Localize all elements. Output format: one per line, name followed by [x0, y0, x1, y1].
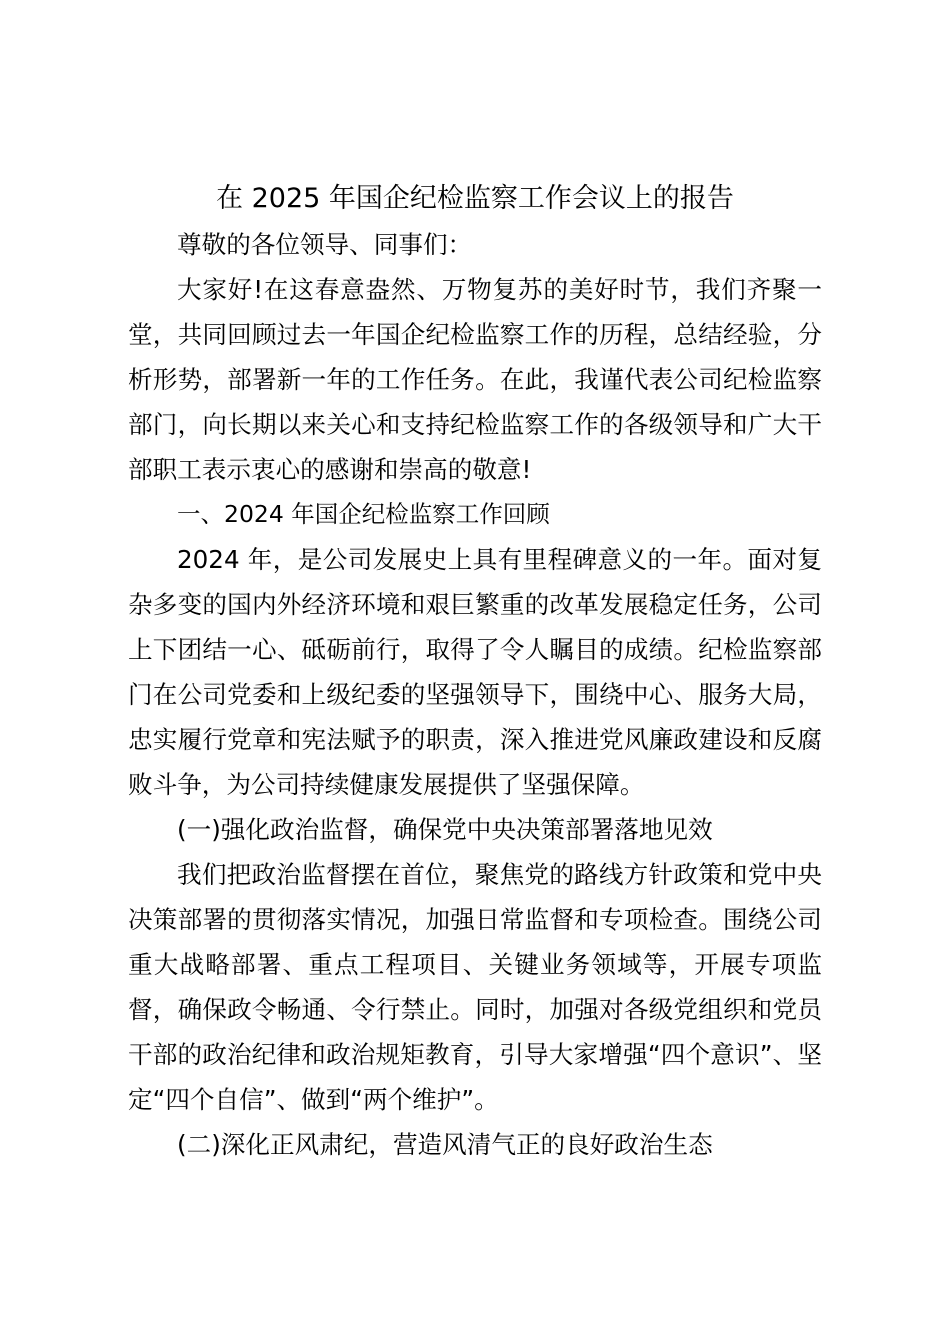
review-paragraph: 2024 年，是公司发展史上具有里程碑意义的一年。面对复杂多变的国内外经济环境和艰巨繁重的改革发展稳定任务，公司上下团结一心、砥砺前行，取得了令人瞩目的成绩。纪检监察部门在公司党委和上级纪委的坚强领导下，围绕中心、服务大局，忠实履行党章和宪法赋予的职责，深入推进党风廉政建设和反腐败斗争，为公司持续健康发展提供了坚强保障。 — [128, 545, 822, 799]
political-supervision-paragraph: 我们把政治监督摆在首位，聚焦党的路线方针政策和党中央决策部署的贯彻落实情况，加强日常监督和专项检查。围绕公司重大战略部署、重点工程项目、关键业务领域等，开展专项监督，确保政令畅通、令行禁止。同时，加强对各级党组织和党员干部的政治纪律和政治规矩教育，引导大家增强“四个意识”、坚定“四个自信”、做到“两个维护”。 — [128, 860, 822, 1114]
opening-paragraph: 大家好!在这春意盎然、万物复苏的美好时节，我们齐聚一堂，共同回顾过去一年国企纪检监察工作的历程，总结经验，分析形势，部署新一年的工作任务。在此，我谨代表公司纪检监察部门，向长期以来关心和支持纪检监察工作的各级领导和广大干部职工表示衷心的感谢和崇高的敬意! — [128, 275, 822, 484]
section-heading-1: 一、2024 年国企纪检监察工作回顾 — [177, 500, 550, 528]
subsection-heading-1: (一)强化政治监督，确保党中央决策部署落地见效 — [177, 815, 713, 844]
salutation: 尊敬的各位领导、同事们： — [177, 230, 473, 259]
document-body — [128, 222, 822, 1167]
document-title: 在 2025 年国企纪检监察工作会议上的报告 — [216, 183, 734, 214]
subsection-heading-2: (二)深化正风肃纪，营造风清气正的良好政治生态 — [177, 1130, 713, 1159]
